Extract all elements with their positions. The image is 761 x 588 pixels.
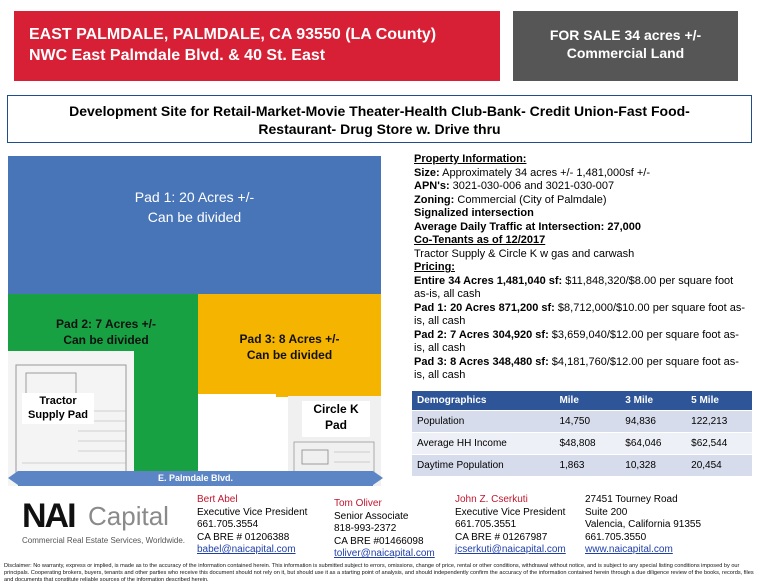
cotenants-text: Tractor Supply & Circle K w gas and carwash [414, 247, 635, 260]
table-row [412, 433, 752, 455]
tractor-label-line-2: Supply Pad [28, 409, 88, 421]
table-cell: Average HH Income [412, 433, 554, 455]
tractor-label-line-1: Tractor [39, 395, 77, 407]
road-left-arrow-icon [8, 471, 18, 485]
pricing-value: $8,712,000/$10.00 per square foot as-is, all cash [414, 301, 746, 327]
contact-title: Executive Vice President [197, 506, 308, 518]
table-header-row [412, 391, 752, 411]
pricing-row [414, 356, 749, 383]
road-right-arrow-icon [373, 471, 383, 485]
banner-line-2: Restaurant- Drug Store w. Drive thru [258, 121, 501, 137]
contact-license: CA BRE # 01267987 [455, 531, 548, 543]
pad-3-line-1: Pad 3: 8 Acres +/- [239, 332, 340, 346]
circle-k-label [302, 401, 370, 437]
size-label: Size: [414, 166, 440, 179]
pad-1-label [8, 187, 381, 227]
development-banner [7, 95, 752, 143]
pricing-row [414, 275, 749, 302]
office-website-link[interactable]: www.naicapital.com [585, 544, 673, 555]
circle-k-label-line-1: Circle K [313, 402, 359, 416]
contact-name: John Z. Cserkuti [455, 494, 528, 505]
contact-card [197, 494, 307, 557]
table-cell: Population [412, 411, 554, 433]
contact-phone: 661.705.3551 [455, 519, 517, 530]
pricing-label: Pad 2: 7 Acres 304,920 sf: [414, 328, 549, 341]
contact-card [455, 494, 566, 557]
table-row [412, 455, 752, 477]
pad-2-line-2: Can be divided [63, 333, 149, 347]
pad-1-line-2: Can be divided [147, 209, 242, 225]
pricing-value: $4,181,760/$12.00 per square foot as-is, all cash [414, 355, 739, 381]
column-header: Mile [554, 391, 620, 411]
contact-email-link[interactable]: jcserkuti@naicapital.com [455, 544, 566, 555]
apn-row [414, 180, 749, 194]
contact-name: Tom Oliver [334, 498, 382, 509]
contact-email-link[interactable]: toliver@naicapital.com [334, 548, 435, 559]
demographics-table [412, 391, 752, 476]
traffic-text: Average Daily Traffic at Intersection: 27,000 [414, 220, 642, 233]
logo-mark: NAI [22, 497, 75, 535]
table-cell: 122,213 [686, 411, 752, 433]
contact-phone: 661.705.3554 [197, 519, 259, 530]
table-cell: $64,046 [620, 433, 686, 455]
banner-line-1: Development Site for Retail-Market-Movie Theater-Health Club-Bank- Credit Union-Fast Food- [69, 103, 690, 119]
logo-tagline: Commercial Real Estate Services, Worldwide. [22, 536, 186, 545]
table-cell: $62,544 [686, 433, 752, 455]
column-header: 5 Mile [686, 391, 752, 411]
sale-line-1: FOR SALE 34 acres +/- [549, 27, 702, 43]
pad-3-line-2: Can be divided [246, 348, 333, 362]
site-map [8, 156, 381, 486]
signal-text: Signalized intersection [414, 207, 534, 219]
sale-line-2: Commercial Land [566, 45, 685, 61]
pricing-heading: Pricing: [414, 261, 455, 273]
contact-name: Bert Abel [197, 494, 238, 505]
pad-2-line-1: Pad 2: 7 Acres +/- [56, 317, 156, 331]
pricing-row [414, 302, 749, 329]
size-value: Approximately 34 acres +/- 1,481,000sf +/- [439, 166, 651, 179]
pricing-value: $11,848,320/$8.00 per square foot as-is, all cash [414, 274, 734, 300]
pricing-label: Entire 34 Acres 1,481,040 sf: [414, 274, 563, 287]
contact-license: CA BRE #01466098 [334, 535, 424, 547]
sale-header [513, 11, 738, 81]
circle-k-label-line-2: Pad [324, 418, 347, 432]
zoning-label: Zoning: [414, 193, 455, 206]
office-address [585, 494, 701, 557]
contact-phone: 818-993-2372 [334, 523, 397, 534]
pricing-label: Pad 1: 20 Acres 871,200 sf: [414, 301, 555, 314]
zoning-value: Commercial (City of Palmdale) [454, 193, 607, 206]
column-header: 3 Mile [620, 391, 686, 411]
location-line-1: EAST PALMDALE, PALMDALE, CA 93550 (LA County) [29, 26, 437, 43]
table-cell: 1,863 [554, 455, 620, 477]
contact-card [334, 498, 435, 561]
office-phone: 661.705.3550 [585, 531, 647, 543]
table-cell: 14,750 [554, 411, 620, 433]
size-row [414, 167, 749, 181]
location-line-2: NWC East Palmdale Blvd. & 40 St. East [29, 47, 326, 64]
table-cell: 94,836 [620, 411, 686, 433]
office-suite: Suite 200 [585, 506, 628, 518]
table-cell: 20,454 [686, 455, 752, 477]
property-heading: Property Information: [414, 153, 527, 165]
contact-title: Executive Vice President [455, 506, 566, 518]
contact-email-link[interactable]: babel@naicapital.com [197, 544, 296, 555]
road-label: E. Palmdale Blvd. [18, 471, 373, 486]
table-cell: $48,808 [554, 433, 620, 455]
column-header: Demographics [412, 391, 554, 411]
pricing-value: $3,659,040/$12.00 per square foot as-is, all cash [414, 328, 739, 354]
property-information [414, 153, 749, 383]
table-row [412, 411, 752, 433]
pricing-row [414, 329, 749, 356]
table-cell: 10,328 [620, 455, 686, 477]
disclaimer: Disclaimer: No warranty, express or implied, is made as to the accuracy of the information contained herein. This information is submitted subject to errors, omissions, change of price, rental or other conditions, withdrawal without notice, and is subject to any special listing conditions imposed by our principals. Cooperating brokers, buyers, tenants and other parties who receive this document should not rely on it, but should use it as a starting point of analysis, and should independently confirm the accuracy of the information contained herein through a due diligence review of the books, records, files and documents that constitute reliable sources of the information described herein. [4, 563, 754, 583]
location-header [14, 11, 500, 81]
pad-3-label [198, 331, 381, 363]
cotenants-heading: Co-Tenants as of 12/2017 [414, 234, 546, 246]
apn-value: 3021-030-006 and 3021-030-007 [449, 180, 615, 192]
tractor-supply-label [22, 393, 94, 424]
office-street: 27451 Tourney Road [585, 494, 678, 505]
office-city: Valencia, California 91355 [585, 519, 702, 530]
pad-1-line-1: Pad 1: 20 Acres +/- [134, 189, 255, 205]
logo-name: Capital [88, 501, 169, 531]
contact-license: CA BRE # 01206388 [197, 531, 290, 543]
table-cell: Daytime Population [412, 455, 554, 477]
pad-2-label [46, 316, 166, 348]
apn-label: APN's: [414, 180, 450, 192]
pricing-label: Pad 3: 8 Acres 348,480 sf: [414, 355, 549, 368]
contact-title: Senior Associate [334, 510, 409, 522]
zoning-row [414, 194, 749, 208]
